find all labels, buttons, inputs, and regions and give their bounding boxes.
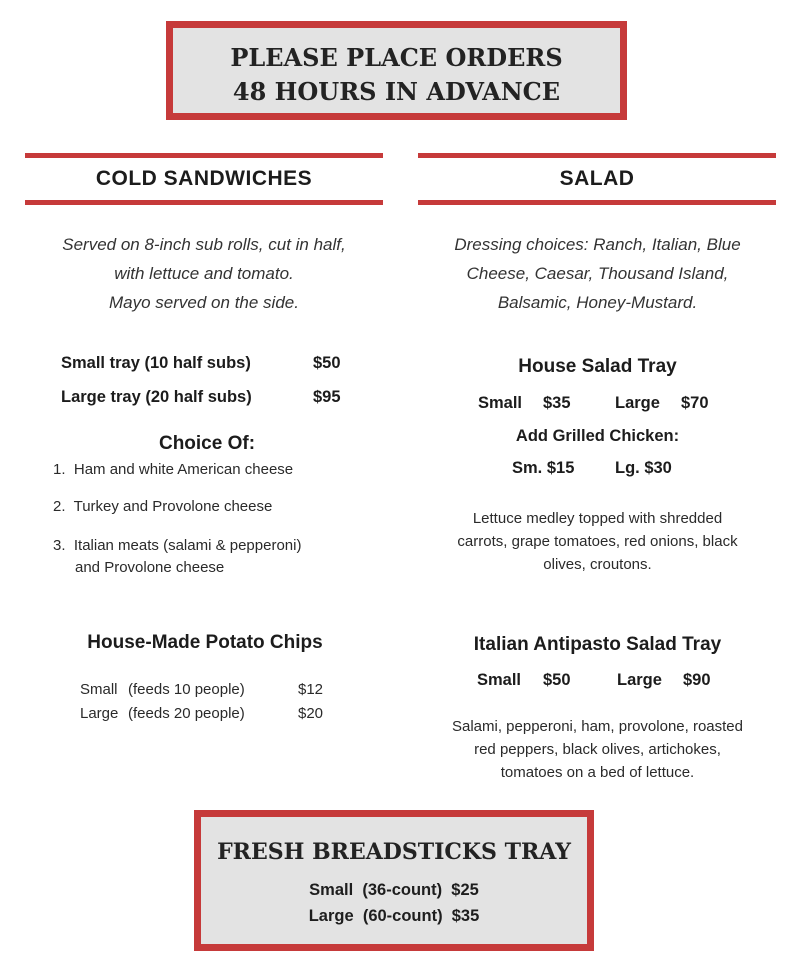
desc-line: carrots, grape tomatoes, red onions, black: [457, 533, 738, 550]
sandwich-desc-line: Served on 8-inch sub rolls, cut in half,: [62, 235, 346, 254]
notice-line-1: PLEASE PLACE ORDERS: [230, 43, 563, 72]
price-value: $90: [683, 671, 711, 689]
choice-item: [53, 461, 293, 478]
salad-desc-line: Cheese, Caesar, Thousand Island,: [466, 264, 729, 283]
tray-label: Small tray (10 half subs): [61, 354, 251, 372]
grilled-chicken-title: Add Grilled Chicken:: [515, 427, 680, 445]
salad-description: [405, 230, 790, 317]
price-value: $70: [681, 394, 709, 412]
desc-line: olives, croutons.: [543, 556, 652, 573]
sandwich-description: [15, 230, 393, 317]
breadsticks-box: [194, 810, 594, 951]
addon-small: Sm. $15: [512, 459, 575, 477]
choice-text: Turkey and Provolone cheese: [73, 498, 273, 515]
chips-price: $12: [298, 681, 324, 698]
grilled-chicken-prices: [405, 459, 790, 483]
chips-size: Large: [80, 705, 119, 722]
sandwich-desc-line: with lettuce and tomato.: [114, 264, 294, 283]
antipasto-prices: [405, 671, 790, 695]
choice-text-cont: and Provolone cheese: [75, 559, 225, 576]
choice-item: [53, 498, 272, 515]
breadsticks-title: FRESH BREADSTICKS TRAY: [217, 839, 571, 865]
choice-heading: Choice Of:: [158, 433, 256, 454]
price-label: Large: [617, 671, 662, 689]
breadsticks-small: Small (36-count) $25: [309, 881, 479, 899]
cold-sandwiches-top-rule: [25, 153, 383, 158]
desc-line: tomatoes on a bed of lettuce.: [500, 764, 695, 781]
salad-title: SALAD: [559, 167, 635, 190]
chips-size: Small: [80, 681, 118, 698]
salad-bottom-rule: [418, 200, 776, 205]
tray-price: $50: [313, 354, 341, 372]
breadsticks-large: Large (60-count) $35: [308, 907, 480, 925]
choice-text: Ham and white American cheese: [73, 461, 294, 478]
choice-number: 2.: [53, 498, 66, 515]
salad-top-rule: [418, 153, 776, 158]
addon-large: Lg. $30: [615, 459, 672, 477]
salad-desc-line: Dressing choices: Ranch, Italian, Blue: [454, 235, 741, 254]
order-notice-box: [166, 21, 627, 120]
cold-sandwiches-title: COLD SANDWICHES: [95, 167, 313, 190]
price-value: $50: [543, 671, 571, 689]
chips-feeds: (feeds 20 people): [128, 705, 245, 722]
choice-number: 1.: [53, 461, 66, 478]
desc-line: Lettuce medley topped with shredded: [472, 510, 723, 527]
desc-line: Salami, pepperoni, ham, provolone, roasted: [451, 718, 743, 735]
price-label: Small: [477, 671, 522, 689]
sandwich-tray-large: [0, 388, 400, 412]
chips-title: House-Made Potato Chips: [87, 632, 323, 653]
sandwich-tray-small: [0, 354, 400, 378]
tray-price: $95: [313, 388, 341, 406]
antipasto-description: [405, 715, 790, 784]
notice-line-2: 48 HOURS IN ADVANCE: [232, 77, 561, 106]
choice-item: [53, 535, 301, 579]
chips-price: $20: [298, 705, 324, 722]
cold-sandwiches-bottom-rule: [25, 200, 383, 205]
price-value: $35: [543, 394, 571, 412]
sandwich-desc-line: Mayo served on the side.: [109, 293, 299, 312]
chips-feeds: (feeds 10 people): [128, 681, 245, 698]
chips-row-small: [80, 681, 380, 703]
desc-line: red peppers, black olives, artichokes,: [474, 741, 721, 758]
choice-text: Italian meats (salami & pepperoni): [73, 537, 302, 554]
chips-row-large: [80, 705, 380, 727]
price-label: Small: [478, 394, 523, 412]
house-salad-description: [405, 507, 790, 576]
tray-label: Large tray (20 half subs): [61, 388, 252, 406]
house-salad-prices: [405, 394, 790, 418]
price-label: Large: [615, 394, 660, 412]
salad-desc-line: Balsamic, Honey-Mustard.: [497, 293, 698, 312]
house-salad-title: House Salad Tray: [518, 356, 677, 377]
antipasto-title: Italian Antipasto Salad Tray: [473, 634, 722, 655]
choice-number: 3.: [53, 537, 66, 554]
